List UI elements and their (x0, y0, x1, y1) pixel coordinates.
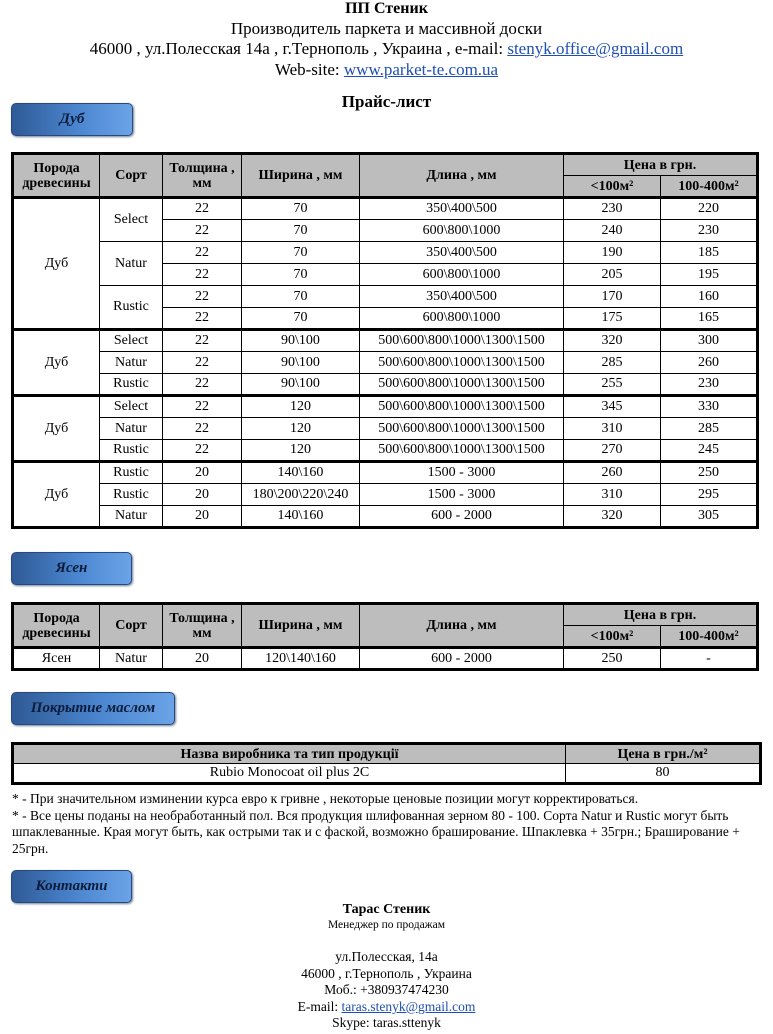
company-email-link[interactable]: stenyk.office@gmail.com (507, 39, 684, 58)
price-low-cell: 190 (564, 242, 661, 264)
thickness-cell: 22 (163, 352, 242, 374)
thickness-cell: 20 (163, 484, 242, 506)
price-low-cell: 175 (564, 308, 661, 330)
oak-price-table (11, 152, 759, 529)
width-cell: 140\160 (242, 506, 360, 528)
table-row (13, 764, 761, 784)
length-cell: 500\600\800\1000\1300\1500 (360, 352, 564, 374)
thickness-cell: 20 (163, 648, 242, 670)
price-high-cell: 230 (661, 220, 758, 242)
width-cell: 120\140\160 (242, 648, 360, 670)
price-low-cell: 270 (564, 440, 661, 462)
species-cell: Дуб (13, 330, 100, 396)
price-high-cell: 285 (661, 418, 758, 440)
grade-cell: Rustic (100, 440, 163, 462)
grade-cell: Select (100, 396, 163, 418)
length-cell: 500\600\800\1000\1300\1500 (360, 396, 564, 418)
grade-cell: Natur (100, 352, 163, 374)
col-header-species: Порода древесины (13, 154, 100, 198)
thickness-cell: 22 (163, 440, 242, 462)
col-header-species: Порода древесины (13, 604, 100, 648)
width-cell: 70 (242, 220, 360, 242)
price-high-cell: 300 (661, 330, 758, 352)
contact-name: Тарас Стеник (342, 902, 431, 917)
length-cell: 500\600\800\1000\1300\1500 (360, 440, 564, 462)
thickness-cell: 20 (163, 462, 242, 484)
table-row (13, 286, 758, 308)
price-high-cell: 195 (661, 264, 758, 286)
length-cell: 350\400\500 (360, 242, 564, 264)
width-cell: 120 (242, 440, 360, 462)
length-cell: 600\800\1000 (360, 264, 564, 286)
length-cell: 500\600\800\1000\1300\1500 (360, 374, 564, 396)
company-subtitle: Производитель паркета и массивной доски (230, 19, 543, 38)
col-header-price-low: <100м² (564, 176, 661, 198)
price-high-cell: 260 (661, 352, 758, 374)
thickness-cell: 22 (163, 418, 242, 440)
width-cell: 90\100 (242, 374, 360, 396)
length-cell: 350\400\500 (360, 286, 564, 308)
note-exchange-rate: * - При значительном изминении курса евро к гривне , некоторые ценовые позиции могут корректироваться. (12, 791, 639, 806)
address-text: 46000 , ул.Полесская 14а , г.Тернополь , Украина , e-mail: (89, 39, 508, 58)
product-cell: Rubio Monocoat oil plus 2C (13, 764, 566, 784)
col-header-price-high: 100-400м² (661, 176, 758, 198)
price-high-cell: 330 (661, 396, 758, 418)
species-cell: Дуб (13, 462, 100, 528)
col-header-width: Ширина , мм (242, 604, 360, 648)
notes (12, 791, 752, 857)
length-cell: 1500 - 3000 (360, 484, 564, 506)
price-low-cell: 205 (564, 264, 661, 286)
width-cell: 70 (242, 286, 360, 308)
width-cell: 70 (242, 242, 360, 264)
col-header-grade: Сорт (100, 604, 163, 648)
width-cell: 70 (242, 308, 360, 330)
width-cell: 70 (242, 264, 360, 286)
price-low-cell: 255 (564, 374, 661, 396)
price-low-cell: 320 (564, 506, 661, 528)
price-high-cell: 305 (661, 506, 758, 528)
length-cell: 500\600\800\1000\1300\1500 (360, 330, 564, 352)
price-low-cell: 240 (564, 220, 661, 242)
width-cell: 180\200\220\240 (242, 484, 360, 506)
col-header-width: Ширина , мм (242, 154, 360, 198)
section-tab-oak: Дуб (11, 103, 133, 136)
price-low-cell: 230 (564, 198, 661, 220)
price-low-cell: 170 (564, 286, 661, 308)
thickness-cell: 22 (163, 374, 242, 396)
length-cell: 1500 - 3000 (360, 462, 564, 484)
table-row (13, 198, 758, 220)
grade-cell: Select (100, 330, 163, 352)
contact-email (0, 999, 773, 1015)
price-high-cell: 165 (661, 308, 758, 330)
col-header-price-low: <100м² (564, 626, 661, 648)
table-row (13, 330, 758, 352)
table-row (13, 374, 758, 396)
price-high-cell: 185 (661, 242, 758, 264)
company-name: ПП Стеник (345, 0, 428, 17)
contact-role: Менеджер по продажам (327, 919, 446, 931)
grade-cell: Natur (100, 242, 163, 286)
thickness-cell: 22 (163, 264, 242, 286)
width-cell: 140\160 (242, 462, 360, 484)
species-cell: Дуб (13, 198, 100, 330)
contact-email-label: E-mail: (297, 999, 342, 1014)
col-header-price-per-m2: Цена в грн./м² (566, 744, 761, 764)
width-cell: 120 (242, 396, 360, 418)
price-low-cell: 310 (564, 484, 661, 506)
grade-cell: Rustic (100, 374, 163, 396)
grade-cell: Select (100, 198, 163, 242)
section-tab-ash: Ясен (11, 552, 132, 585)
grade-cell: Rustic (100, 286, 163, 330)
length-cell: 600\800\1000 (360, 220, 564, 242)
length-cell: 500\600\800\1000\1300\1500 (360, 418, 564, 440)
thickness-cell: 20 (163, 506, 242, 528)
note-pricing-conditions: * - Все цены поданы на необработанный пол. Вся продукция шлифованная зерном 80 - 100. Сорта Natur и Rustic могут быть шпаклеванные. Края могут быть, как острыми так и с фаской, возможно браширование. Шпаклевка + 35грн.; Браширование + 25грн. (12, 807, 740, 856)
website-label: Web-site: (274, 60, 344, 79)
grade-cell: Rustic (100, 462, 163, 484)
col-header-price: Цена в грн. (564, 154, 758, 176)
grade-cell: Rustic (100, 484, 163, 506)
contact-phone: Моб.: +380937474230 (324, 982, 449, 997)
width-cell: 70 (242, 198, 360, 220)
thickness-cell: 22 (163, 242, 242, 264)
width-cell: 120 (242, 418, 360, 440)
table-row (13, 418, 758, 440)
grade-cell: Natur (100, 418, 163, 440)
table-row (13, 352, 758, 374)
company-address (0, 39, 773, 59)
width-cell: 90\100 (242, 352, 360, 374)
price-high-cell: 230 (661, 374, 758, 396)
thickness-cell: 22 (163, 330, 242, 352)
price-high-cell: 250 (661, 462, 758, 484)
contact-skype: Skype: taras.sttenyk (332, 1015, 441, 1030)
table-row (13, 440, 758, 462)
col-header-thickness: Толщина , мм (163, 604, 242, 648)
contact-email-link[interactable]: taras.stenyk@gmail.com (341, 999, 476, 1014)
page-title: Прайс-лист (341, 92, 432, 111)
col-header-length: Длина , мм (360, 154, 564, 198)
width-cell: 90\100 (242, 330, 360, 352)
thickness-cell: 22 (163, 396, 242, 418)
website-link[interactable]: www.parket-te.com.ua (343, 60, 499, 79)
col-header-length: Длина , мм (360, 604, 564, 648)
table-row (13, 396, 758, 418)
price-low-cell: 345 (564, 396, 661, 418)
section-tab-oil: Покрытие маслом (11, 692, 175, 725)
species-cell: Дуб (13, 396, 100, 462)
price-high-cell: 220 (661, 198, 758, 220)
thickness-cell: 22 (163, 308, 242, 330)
price-low-cell: 310 (564, 418, 661, 440)
price-low-cell: 320 (564, 330, 661, 352)
length-cell: 600\800\1000 (360, 308, 564, 330)
price-cell: 80 (566, 764, 761, 784)
price-high-cell: - (661, 648, 758, 670)
contact-city: 46000 , г.Тернополь , Украина (301, 966, 472, 981)
length-cell: 350\400\500 (360, 198, 564, 220)
table-row (13, 484, 758, 506)
species-cell: Ясен (13, 648, 100, 670)
contact-street: ул.Полесская, 14а (335, 949, 438, 964)
table-row (13, 648, 758, 670)
price-high-cell: 295 (661, 484, 758, 506)
price-low-cell: 250 (564, 648, 661, 670)
length-cell: 600 - 2000 (360, 506, 564, 528)
grade-cell: Natur (100, 506, 163, 528)
ash-price-table (11, 602, 759, 671)
table-row (13, 462, 758, 484)
length-cell: 600 - 2000 (360, 648, 564, 670)
thickness-cell: 22 (163, 220, 242, 242)
company-website (0, 60, 773, 80)
price-high-cell: 160 (661, 286, 758, 308)
oil-price-table (11, 742, 762, 785)
thickness-cell: 22 (163, 286, 242, 308)
col-header-price-high: 100-400м² (661, 626, 758, 648)
thickness-cell: 22 (163, 198, 242, 220)
table-row (13, 506, 758, 528)
col-header-product: Назва виробника та тип продукції (13, 744, 566, 764)
price-low-cell: 285 (564, 352, 661, 374)
price-low-cell: 260 (564, 462, 661, 484)
col-header-price: Цена в грн. (564, 604, 758, 626)
section-tab-contacts: Контакти (11, 870, 132, 903)
table-row (13, 242, 758, 264)
col-header-grade: Сорт (100, 154, 163, 198)
col-header-thickness: Толщина , мм (163, 154, 242, 198)
price-high-cell: 245 (661, 440, 758, 462)
grade-cell: Natur (100, 648, 163, 670)
